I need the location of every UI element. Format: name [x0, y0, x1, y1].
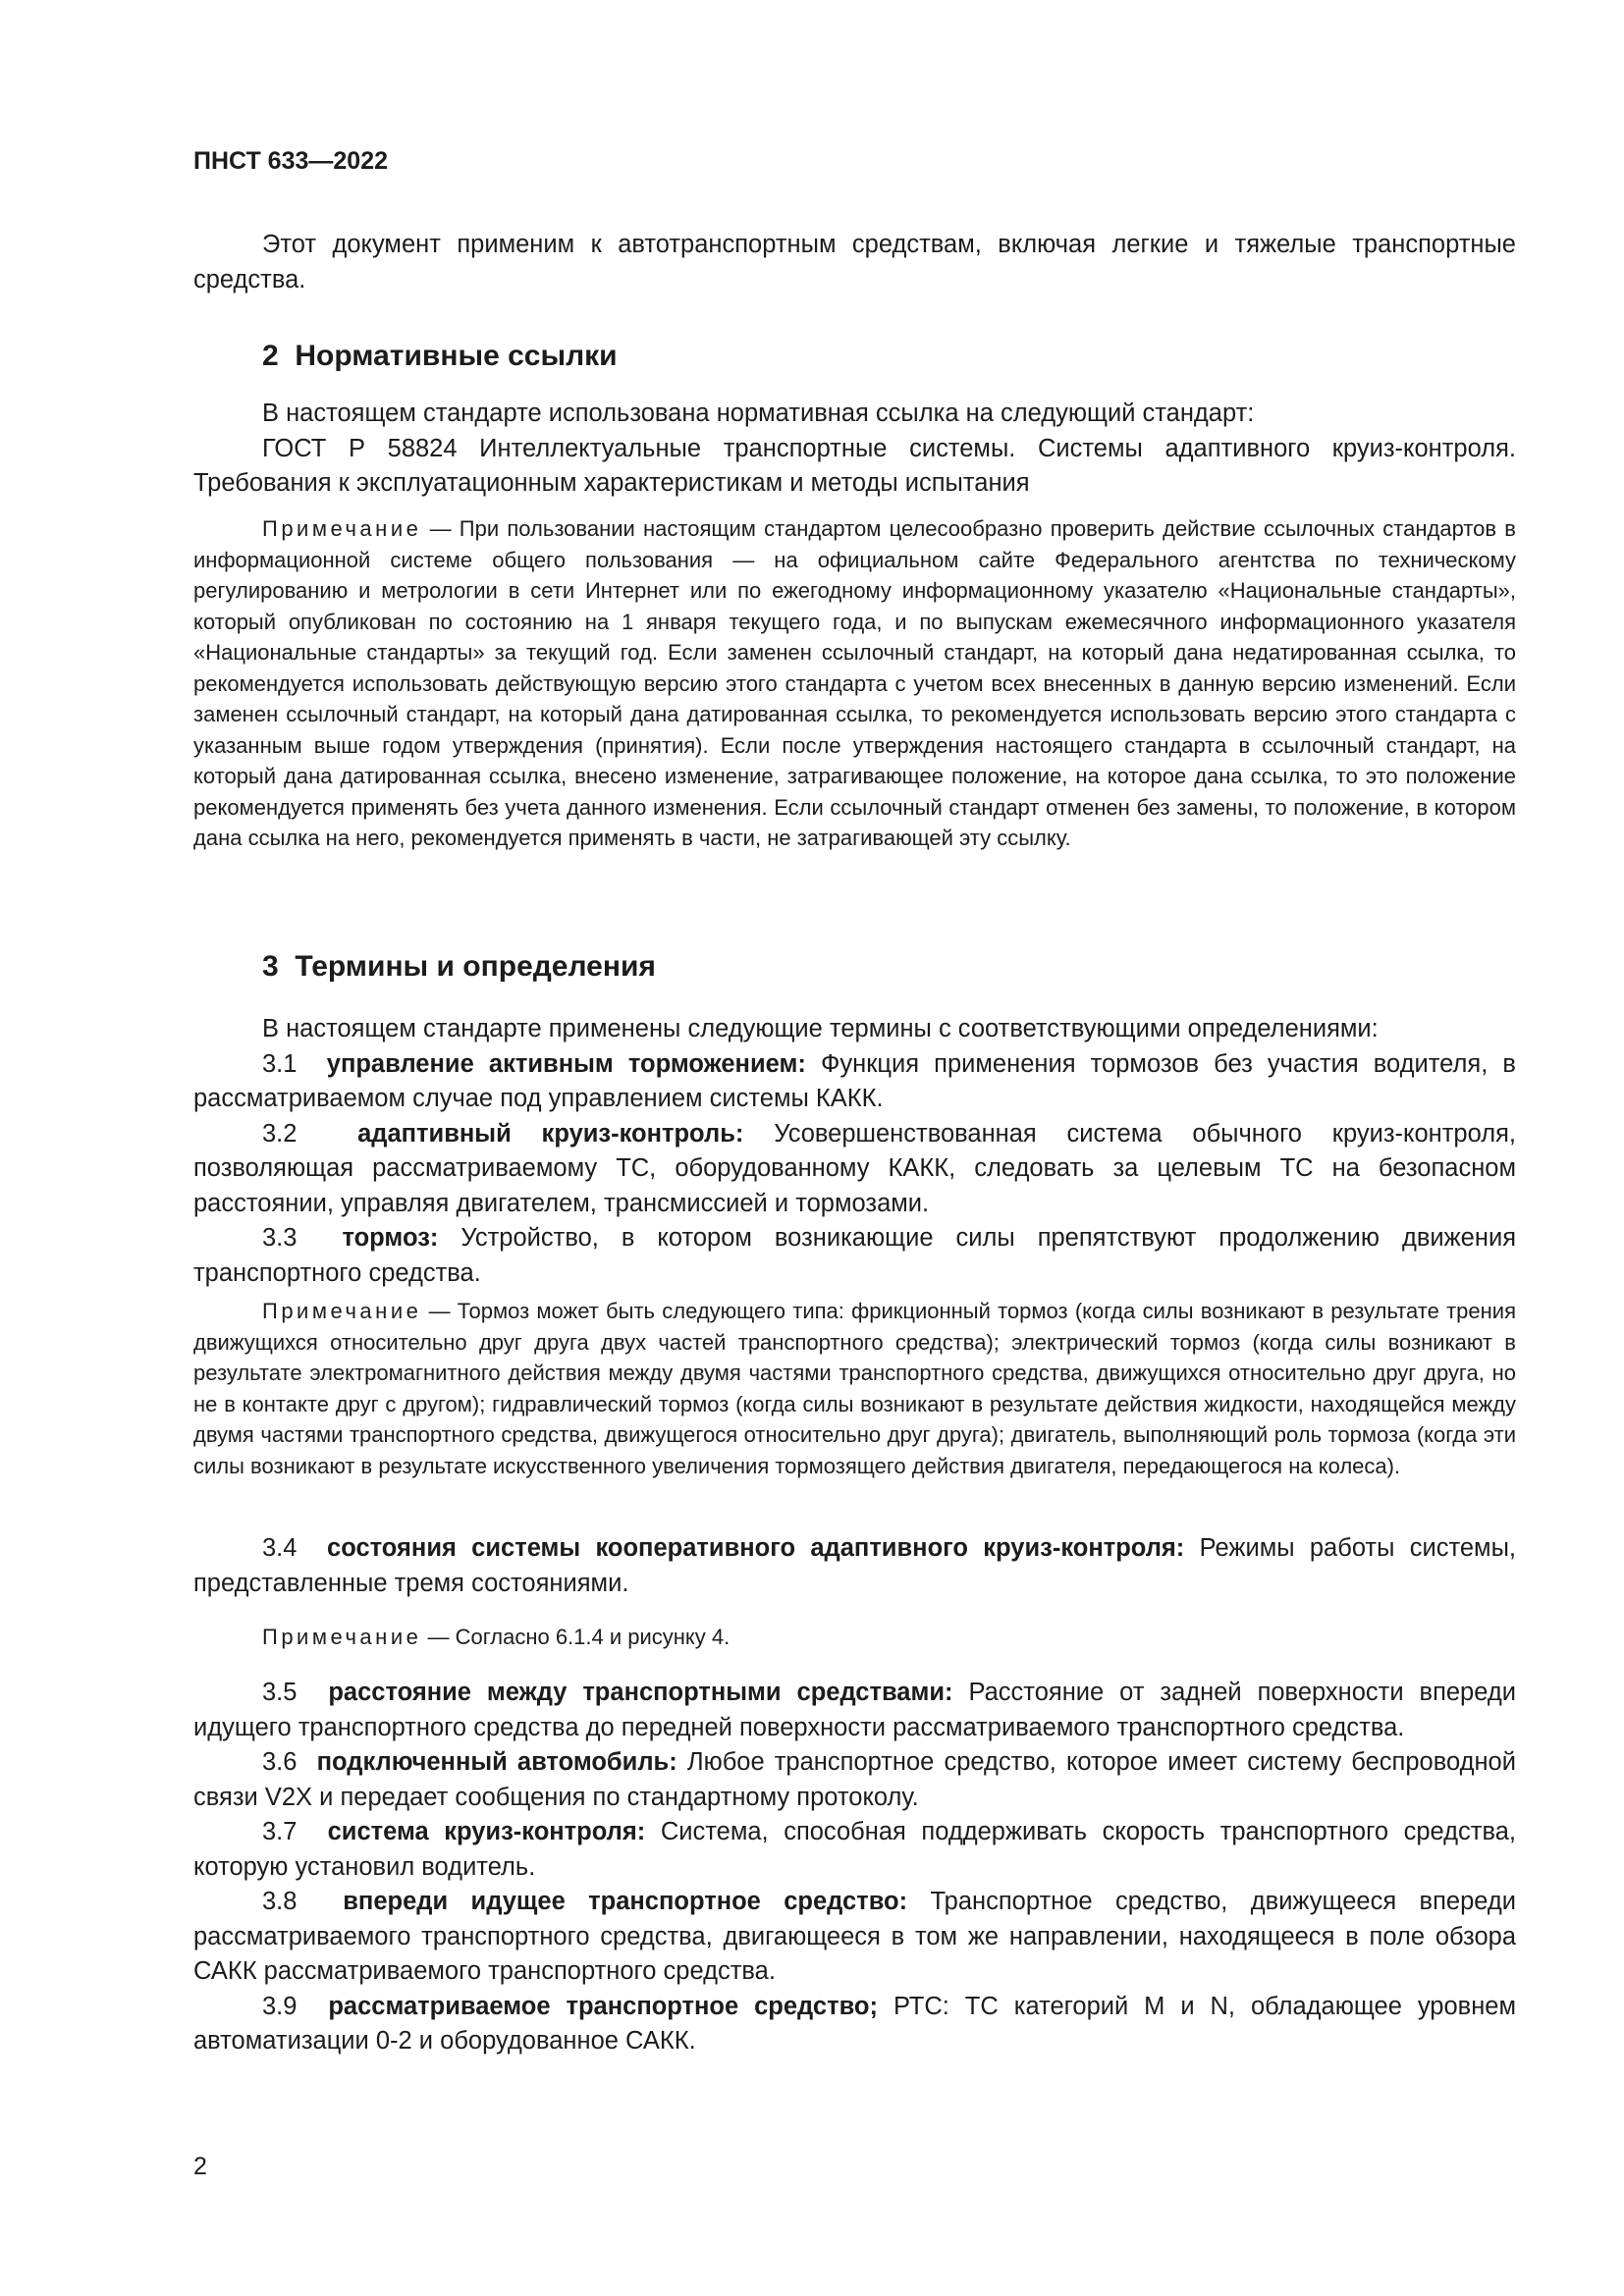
section-2-title: Нормативные ссылки: [295, 340, 618, 372]
term-entry: [193, 1990, 1516, 2059]
term-entry: [193, 1047, 1516, 1117]
term-definition: РТС: ТС категорий M и N, обладающее уровнем автоматизации 0-2 и оборудованное САКК.: [193, 1992, 1517, 2055]
section-2-body: [193, 397, 1516, 502]
term-name: подключенный автомобиль:: [316, 1748, 677, 1776]
note-label: Примечание: [262, 1299, 422, 1323]
term-definition: Функция применения тормозов без участия водителя, в рассматриваемом случае под управлением системы КАКК.: [193, 1049, 1516, 1112]
intro-block: [193, 228, 1516, 297]
term-entry: [193, 1745, 1516, 1815]
section-3-body-a: [193, 1012, 1516, 1291]
note-label: Примечание: [262, 1625, 422, 1649]
section-3-heading-block: [193, 950, 1516, 984]
term-3-4-note: [193, 1622, 1516, 1653]
term-definition: Система, способная поддерживать скорость транспортного средства, которую установил водитель.: [193, 1818, 1516, 1881]
section-2-note-paragraph: [193, 513, 1516, 854]
term-entry: [193, 1221, 1516, 1291]
term-3-3-note: [193, 1296, 1516, 1481]
term-number: 3.6: [262, 1748, 298, 1776]
section-3-body-b: [193, 1531, 1516, 1601]
note-label: Примечание: [262, 516, 422, 541]
section-2-lead: В настоящем стандарте использована нормативная ссылка на следующий стандарт:: [262, 400, 1255, 427]
section-2-note: [193, 513, 1516, 854]
term-definition: Транспортное средство, движущееся впереди рассматриваемого транспортного средства, двигающееся в том же направлении, находящееся в поле обзора САКК рассматриваемого транспортного средства.: [193, 1888, 1517, 1985]
term-number: 3.5: [262, 1679, 298, 1706]
term-entry: [193, 1676, 1516, 1745]
term-name: тормоз:: [342, 1224, 439, 1252]
term-3-3-note-paragraph: [193, 1296, 1516, 1481]
note-text: — Тормоз может быть следующего типа: фрикционный тормоз (когда силы возникают в результате трения движущихся относительно друг друга двух частей транспортного средства); электрический тормоз (когда силы возникают в результате электромагнитного действия между двумя частями транспортного средства, движущихся относительно друг друга, но не в контакте друг с другом); гидравлический тормоз (когда силы возникают в результате действия жидкости, находящейся между двумя частями транспортного средства, движущегося относительно друг друга); двигатель, выполняющий роль тормоза (когда эти силы возникают в результате искусственного увеличения тормозящего действия двигателя, передающегося на колеса).: [193, 1299, 1516, 1478]
section-2-number: 2: [262, 340, 279, 372]
section-3-number: 3: [262, 950, 279, 983]
term-3-4-note-paragraph: [193, 1622, 1516, 1653]
document-code: ПНСТ 633—2022: [193, 147, 388, 175]
term-name: рассматриваемое транспортное средство;: [328, 1992, 878, 2020]
term-definition: Расстояние от задней поверхности впереди идущего транспортного средства до передней поверхности рассматриваемого транспортного средства.: [193, 1679, 1516, 1741]
section-2-heading-block: [193, 340, 1516, 373]
term-name: система круиз-контроля:: [327, 1818, 646, 1845]
term-definition: Устройство, в котором возникающие силы препятствуют продолжению движения транспортного средства.: [193, 1224, 1516, 1287]
section-3-title: Термины и определения: [295, 950, 656, 983]
term-entry: [193, 1117, 1516, 1222]
page-number: 2: [193, 2153, 207, 2180]
term-definition: Усовершенствованная система обычного круиз-контроля, позволяющая рассматриваемому ТС, оборудованному КАКК, следовать за целевым ТС на безопасном расстоянии, управляя двигателем, трансмиссией и тормозами.: [193, 1119, 1516, 1217]
section-3-lead: В настоящем стандарте применены следующие термины с соответствующими определениями:: [262, 1015, 1379, 1042]
term-number: 3.3: [262, 1224, 298, 1252]
term-name: управление активным торможением:: [326, 1049, 806, 1078]
term-name: адаптивный круиз-контроль:: [357, 1119, 744, 1148]
normative-reference: ГОСТ Р 58824 Интеллектуальные транспортные системы. Системы адаптивного круиз-контроля. Требования к эксплуатационным характеристикам и методы испытания: [193, 434, 1516, 497]
term-entry: [193, 1885, 1516, 1990]
term-name: состояния системы кооперативного адаптивного круиз-контроля:: [327, 1534, 1185, 1562]
term-number: 3.7: [262, 1818, 298, 1845]
term-number: 3.8: [262, 1888, 298, 1915]
section-3-body-c: [193, 1676, 1516, 2059]
term-number: 3.1: [262, 1049, 298, 1078]
section-3-heading: [193, 950, 1516, 984]
term-entry: [193, 1815, 1516, 1885]
term-name: расстояние между транспортными средствами:: [328, 1679, 953, 1706]
term-definition: Режимы работы системы, представленные тремя состояниями.: [193, 1534, 1516, 1597]
term-definition: Любое транспортное средство, которое имеет систему беспроводной связи V2X и передает сообщения по стандартному протоколу.: [193, 1748, 1516, 1811]
term-entry: [193, 1531, 1516, 1601]
note-text: — При пользовании настоящим стандартом целесообразно проверить действие ссылочных стандартов в информационной системе общего пользования — на официальном сайте Федерального агентства по техническому регулированию и метрологии в сети Интернет или по ежегодному информационному указателю «Национальные стандарты», который опубликован по состоянию на 1 января текущего года, и по выпускам ежемесячного информационного указателя «Национальные стандарты» за текущий год. Если заменен ссылочный стандарт, на который дана недатированная ссылка, то рекомендуется использовать действующую версию этого стандарта с учетом всех внесенных в данную версию изменений. Если заменен ссылочный стандарт, на который дана датированная ссылка, то рекомендуется использовать версию этого стандарта с указанным выше годом утверждения (принятия). Если после утверждения настоящего стандарта в ссылочный стандарт, на который дана датированная ссылка, внесено изменение, затрагивающее положение, на которое дана ссылка, то это положение рекомендуется применять без учета данного изменения. Если ссылочный стандарт отменен без замены, то положение, в котором дана ссылка на него, рекомендуется применять в части, не затрагивающей эту ссылку.: [193, 516, 1516, 850]
intro-paragraph: Этот документ применим к автотранспортным средствам, включая легкие и тяжелые транспортные средства.: [193, 231, 1516, 294]
note-text: — Согласно 6.1.4 и рисунку 4.: [427, 1625, 731, 1649]
term-number: 3.2: [262, 1119, 298, 1148]
section-2-heading: [193, 340, 1516, 373]
term-number: 3.4: [262, 1534, 298, 1562]
term-name: впереди идущее транспортное средство:: [343, 1888, 908, 1915]
term-number: 3.9: [262, 1992, 298, 2020]
